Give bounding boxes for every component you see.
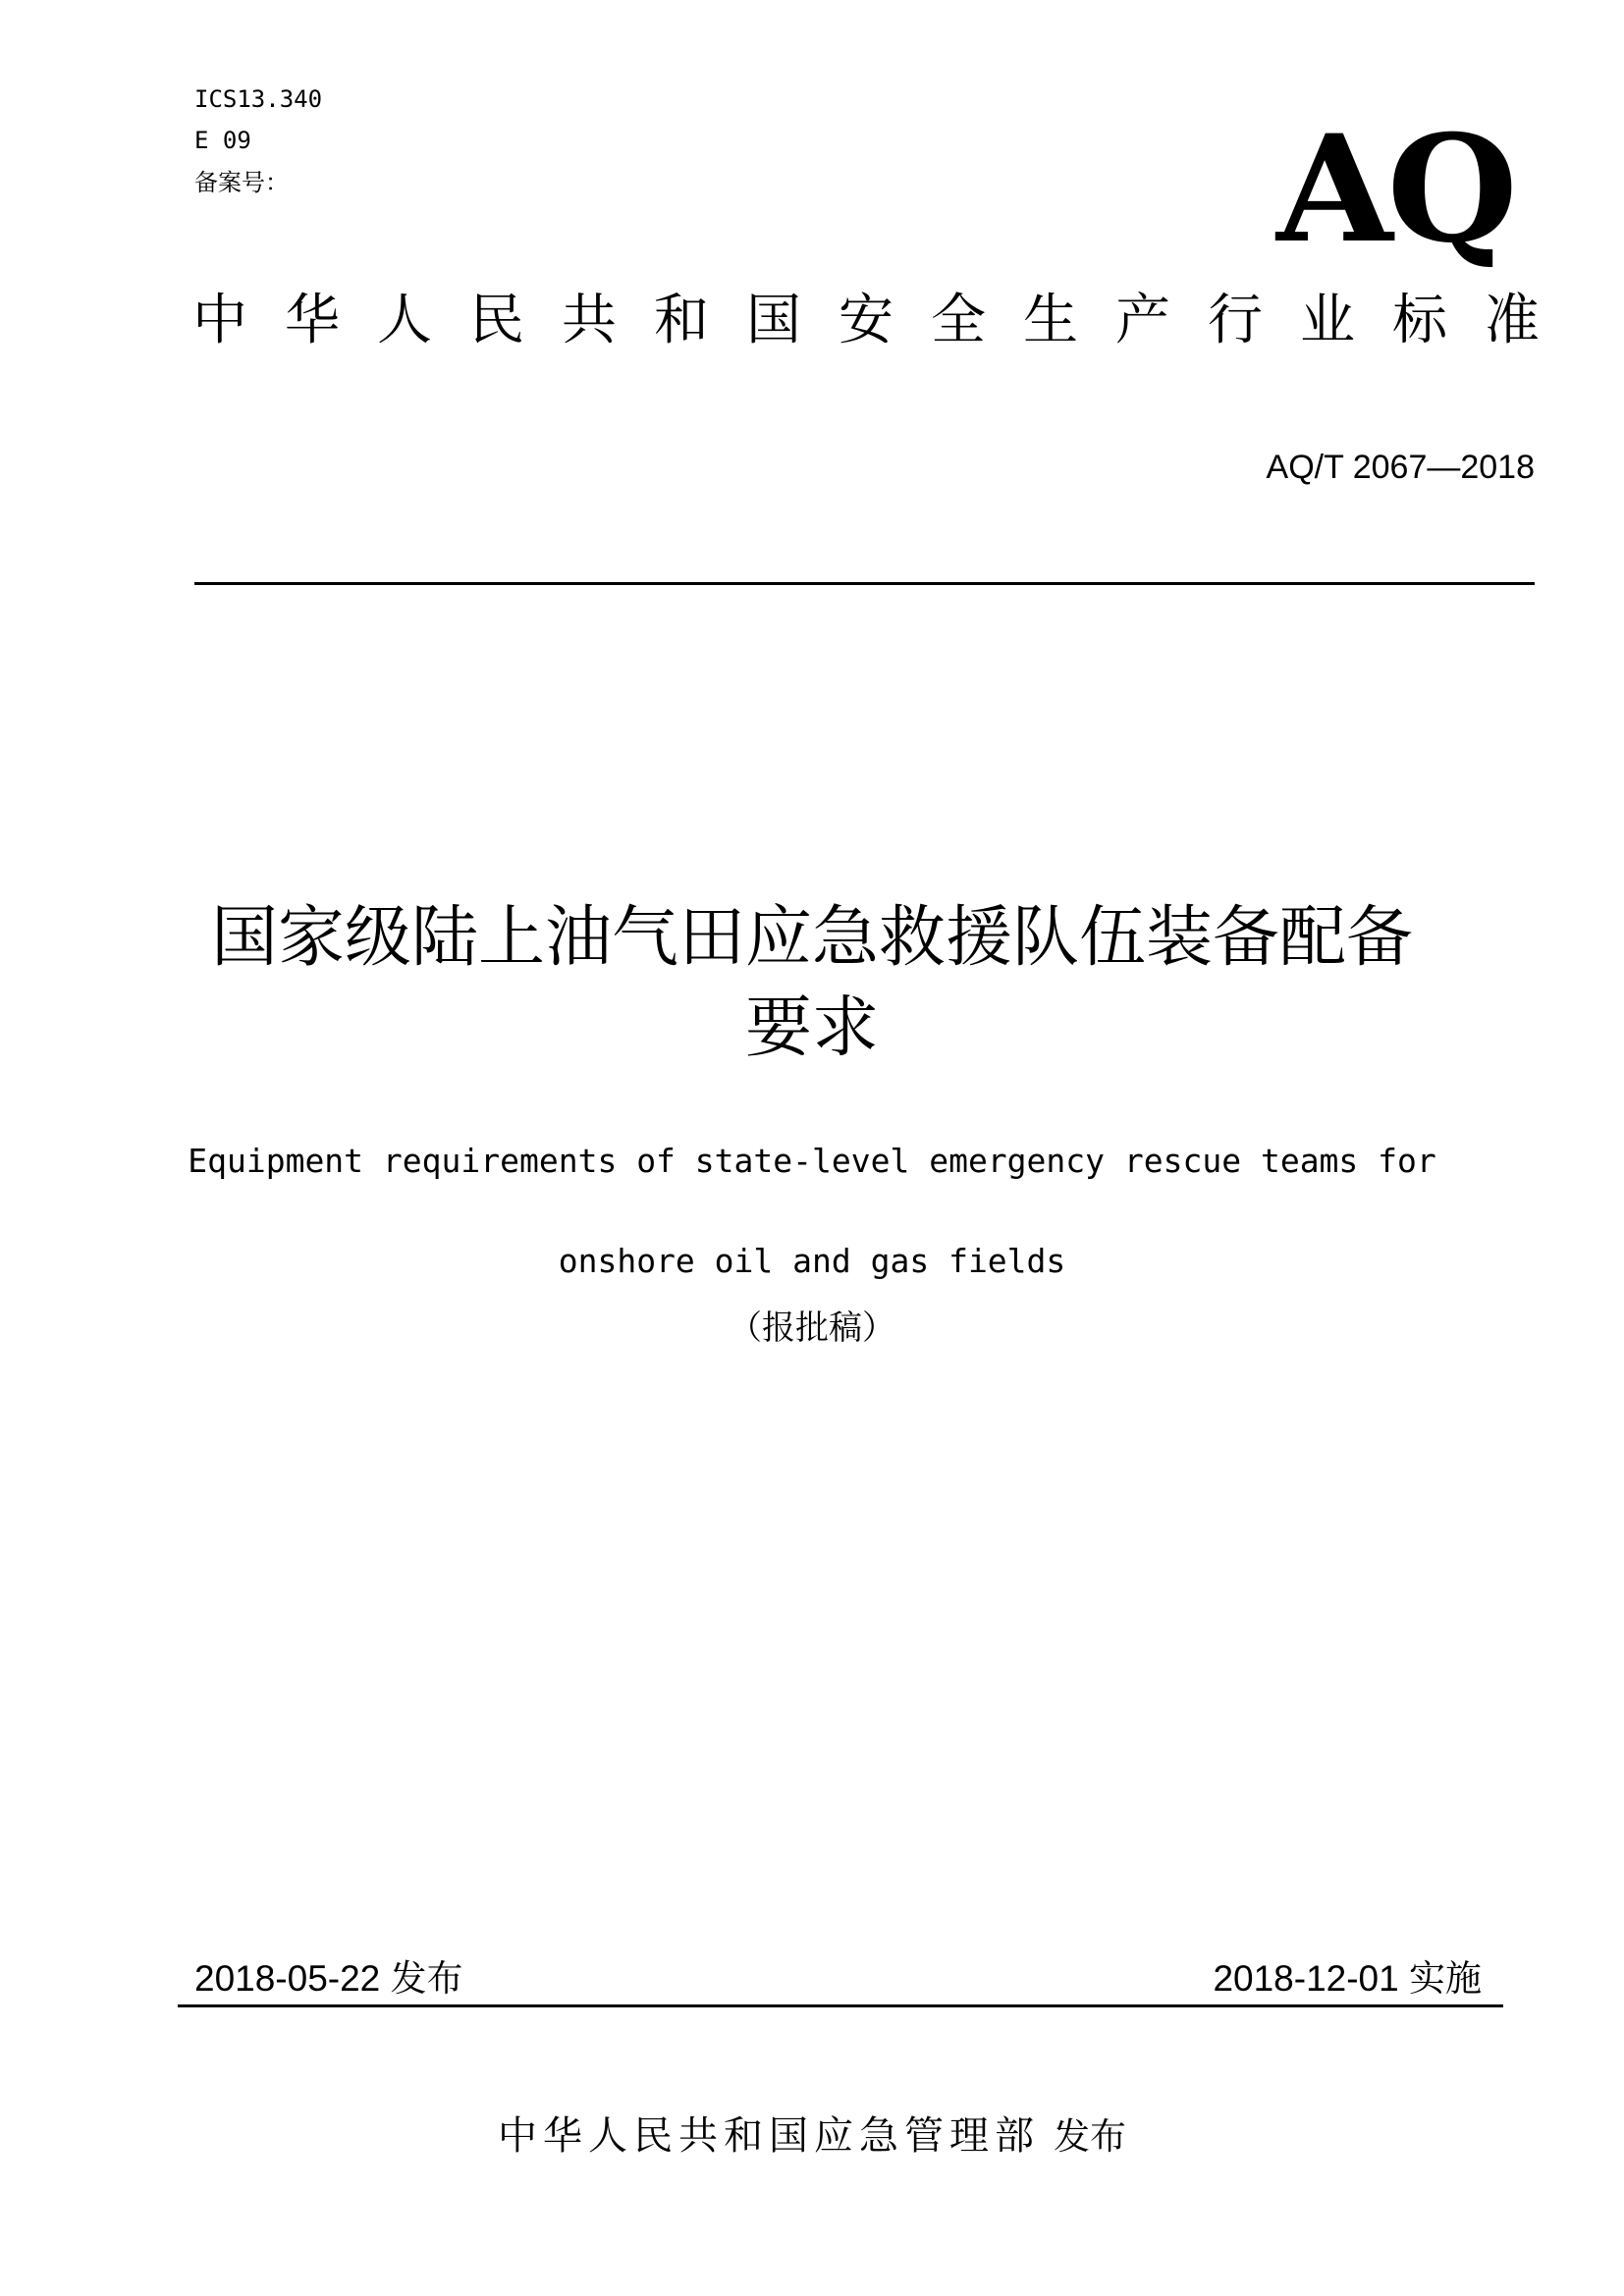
issuer-banner-char: 标 <box>1392 289 1447 352</box>
issuer-banner-char: 全 <box>931 289 986 352</box>
issuer-banner-char: 产 <box>1115 289 1170 352</box>
issuer-banner-char: 民 <box>469 289 524 352</box>
publisher <box>125 2109 1499 2164</box>
issuer-banner-char: 安 <box>839 289 893 352</box>
footer-divider <box>178 2004 1503 2007</box>
issuer-banner-char: 生 <box>1023 289 1078 352</box>
issuer-banner-char: 人 <box>377 289 432 352</box>
issue-date: 2018-05-22 发布 <box>194 1958 463 1999</box>
issuer-banner <box>192 287 1540 355</box>
issuer-banner-char: 行 <box>1208 289 1263 352</box>
implementation-date: 2018-12-01 实施 <box>1213 1958 1482 1999</box>
title-zh-line-2: 要求 <box>744 989 879 1067</box>
aq-logo: AQ <box>1276 103 1512 276</box>
filing-number-label: 备案号： <box>194 169 289 196</box>
title-en-line-2: onshore oil and gas fields <box>558 1242 1066 1280</box>
publisher-name: 中华人民共和国应急管理部 <box>498 2113 1040 2159</box>
draft-status: （报批稿） <box>729 1308 895 1348</box>
standard-number: AQ/T 2067—2018 <box>1266 449 1535 486</box>
issuer-banner-char: 共 <box>562 289 617 352</box>
header-divider <box>194 582 1535 585</box>
publisher-action: 发布 <box>1054 2115 1126 2158</box>
issuer-banner-char: 准 <box>1485 289 1540 352</box>
ics-code: ICS13.340 <box>194 85 323 113</box>
title-en-line-1: Equipment requirements of state-level emergency rescue teams for <box>188 1142 1436 1180</box>
ccs-code: E 09 <box>194 127 251 154</box>
title-zh-line-1: 国家级陆上油气田应急救援队伍装备配备 <box>210 899 1413 977</box>
issuer-banner-char: 和 <box>654 289 709 352</box>
issuer-banner-char: 中 <box>192 289 247 352</box>
issuer-banner-char: 业 <box>1300 289 1355 352</box>
issuer-banner-char: 华 <box>285 289 340 352</box>
issuer-banner-char: 国 <box>746 289 801 352</box>
document-title-zh <box>125 893 1499 1074</box>
